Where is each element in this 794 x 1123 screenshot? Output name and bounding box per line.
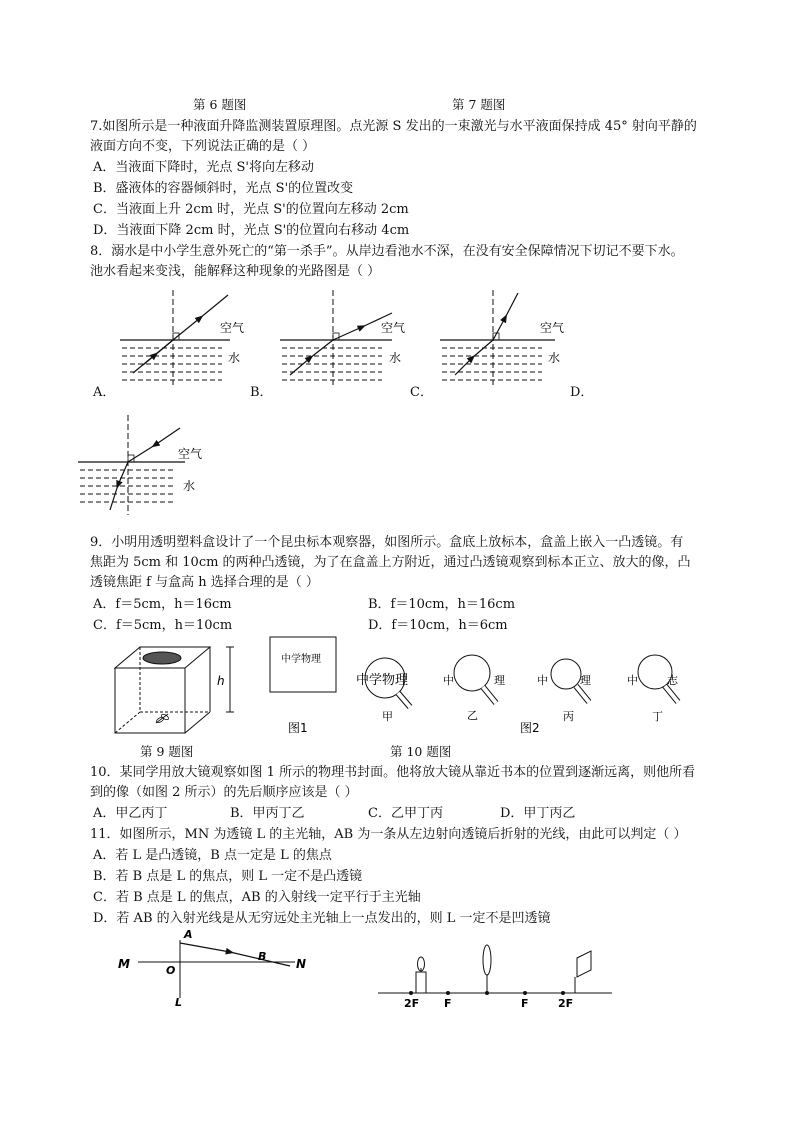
q8-stem-line2: 池水看起来变浅，能解释这种现象的光路图是（ ） <box>90 264 381 279</box>
q9-stem-line1: 9．小明用透明塑料盒设计了一个昆虫标本观察器，如图所示。盒底上放标本，盒盖上嵌入一凸透镜。有 <box>90 535 684 550</box>
q8-option-b-label: B． <box>250 385 273 400</box>
q10-option-d: D．甲丁丙乙 <box>500 806 576 821</box>
q11-label-l: L <box>175 996 183 1009</box>
q10-label-ding: 丁 <box>652 710 663 723</box>
q10-option-b: B．甲丙丁乙 <box>230 806 305 821</box>
q10-stem-line1: 10．某同学用放大镜观察如图 1 所示的物理书封面。他将放大镜从靠近书本的位置到逐渐远离，则他所看 <box>90 765 696 780</box>
q10-yi-text-right: 理 <box>494 674 505 687</box>
q7-option-d: D．当液面下降 2cm 时，光点 S'的位置向右移动 4cm <box>93 223 410 238</box>
q8-option-c-label: C． <box>410 385 433 400</box>
q10-ding-text-right: 志 <box>667 674 678 687</box>
q8-stem-line1: 8．溺水是中小学生意外死亡的“第一杀手”。从岸边看池水不深，在没有安全保障情况下切记不要下水。 <box>90 244 684 259</box>
q9-option-a: A．f＝5cm，h＝16cm <box>93 597 232 612</box>
convex-lens-icon <box>483 945 491 995</box>
bench-label-f-left: F <box>444 997 452 1010</box>
q8-c-air-label: 空气 <box>540 321 565 335</box>
q8-a-air-label: 空气 <box>220 321 245 335</box>
q8-d-air-label: 空气 <box>178 447 203 461</box>
q10-stem-line2: 到的像（如图 2 所示）的先后顺序应该是（ ） <box>90 785 358 800</box>
q8-c-water-label: 水 <box>548 351 561 365</box>
q8-d-water-label: 水 <box>183 479 196 493</box>
q9-stem-line2: 焦距为 5cm 和 10cm 的两种凸透镜，为了在盒盖上方附近，通过凸透镜观察到标本正立、放大的像，凸 <box>90 555 691 570</box>
q7-stem-line1: 7.如图所示是一种液面升降监测装置原理图。点光源 S 发出的一束激光与水平液面保持成 45° 射向平静的 <box>90 119 697 134</box>
bench-label-2f-left: 2F <box>404 997 420 1010</box>
q7-stem-line2: 液面方向不变，下列说法正确的是（ ） <box>90 139 316 154</box>
caption-fig9: 第 9 题图 <box>140 744 194 759</box>
q10-label-yi: 乙 <box>467 709 478 722</box>
q7-option-b: B．盛液体的容器倾斜时，光点 S'的位置改变 <box>93 181 354 196</box>
caption-fig6: 第 6 题图 <box>193 97 247 112</box>
q9-h-label: h <box>217 674 225 688</box>
q7-option-a: A．当液面下降时，光点 S'将向左移动 <box>93 160 315 175</box>
q9-option-b: B．f＝10cm，h＝16cm <box>368 597 516 612</box>
q11-option-a: A．若 L 是凸透镜，B 点一定是 L 的焦点 <box>93 848 332 863</box>
q10-bing-text-right: 理 <box>580 674 591 687</box>
q10-ding-text-left: 中 <box>627 674 638 687</box>
optical-bench <box>378 945 612 1010</box>
q10-yi-text-left: 中 <box>443 674 454 687</box>
q11-label-o: O <box>166 964 176 977</box>
q9-option-d: D．f＝10cm，h＝6cm <box>368 618 508 633</box>
q11-lens-diagram <box>118 928 306 1009</box>
q10-label-bing: 丙 <box>563 710 574 723</box>
q9-option-c: C．f＝5cm，h＝10cm <box>93 618 233 633</box>
q8-option-a-label: A． <box>93 385 116 400</box>
bench-label-2f-right: 2F <box>558 997 574 1010</box>
q8-b-water-label: 水 <box>389 351 402 365</box>
q10-option-c: C．乙甲丁丙 <box>368 806 443 821</box>
q10-bing-text-left: 中 <box>537 674 548 687</box>
q10-jia-text: 中学物理 <box>356 673 409 688</box>
q10-fig2-label: 图2 <box>520 721 540 735</box>
q9-stem-line3: 透镜焦距 f 与盒高 h 选择合理的是（ ） <box>90 575 319 590</box>
q8-option-d-label: D． <box>570 385 594 400</box>
q11-stem: 11．如图所示，MN 为透镜 L 的主光轴，AB 为一条从左边射向透镜后折射的光线，由此可以判定（ ） <box>90 827 687 842</box>
q8-b-air-label: 空气 <box>381 321 406 335</box>
q10-book-text: 中学物理 <box>281 654 321 665</box>
bench-label-f-right: F <box>521 997 529 1010</box>
q10-label-jia: 甲 <box>382 710 393 723</box>
q11-label-a: A <box>184 928 193 941</box>
screen-icon <box>575 951 591 993</box>
q11-option-c: C．若 B 点是 L 的焦点，AB 的入射线一定平行于主光轴 <box>93 890 421 905</box>
q11-label-n: N <box>296 957 307 971</box>
q11-label-m: M <box>118 957 130 971</box>
caption-fig7: 第 7 题图 <box>452 97 506 112</box>
caption-fig10: 第 10 题图 <box>390 744 452 759</box>
q7-option-c: C．当液面上升 2cm 时，光点 S'的位置向左移动 2cm <box>93 202 409 217</box>
q8-a-water-label: 水 <box>228 351 241 365</box>
q11-label-b: B <box>258 950 267 963</box>
q10-fig1-label: 图1 <box>288 721 308 735</box>
candle-icon <box>416 957 426 993</box>
q11-option-b: B．若 B 点是 L 的焦点，则 L 一定不是凸透镜 <box>93 869 363 884</box>
q11-option-d: D．若 AB 的入射光线是从无穷远处主光轴上一点发出的，则 L 一定不是凹透镜 <box>93 911 551 926</box>
q10-option-a: A．甲乙丙丁 <box>93 806 168 821</box>
